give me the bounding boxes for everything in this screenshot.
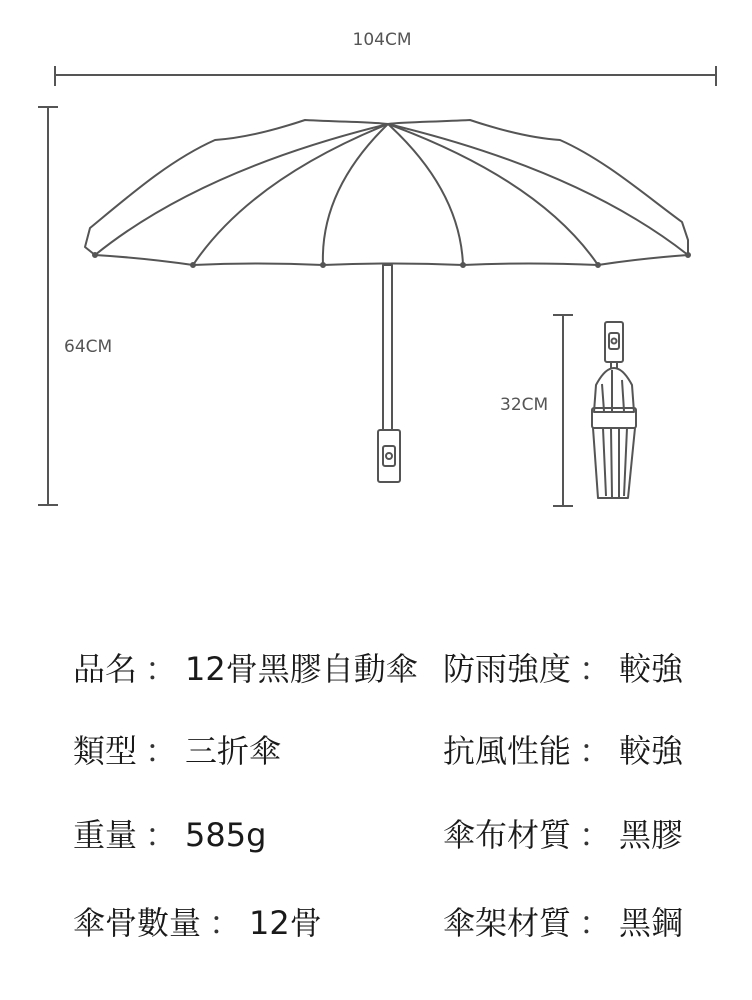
spec-value: 較強	[619, 732, 684, 770]
spec-value: 黑鋼	[619, 904, 684, 942]
folded-height-dimension	[553, 315, 573, 506]
spec-separator: ：	[145, 732, 178, 770]
spec-label: 品名	[73, 650, 138, 688]
spec-label: 類型	[73, 732, 138, 770]
spec-rain-resistance	[443, 649, 683, 689]
spec-value: 較強	[619, 650, 684, 688]
spec-label: 傘骨數量	[73, 904, 202, 942]
spec-value: 585g	[185, 816, 267, 854]
spec-frame-material	[443, 903, 683, 943]
spec-value: 12骨黑膠自動傘	[185, 650, 418, 688]
height-label: 64CM	[64, 337, 113, 357]
spec-label: 抗風性能	[443, 732, 572, 770]
spec-separator: ：	[579, 904, 612, 942]
spec-label: 傘布材質	[443, 816, 572, 854]
spec-type	[73, 731, 281, 771]
spec-value: 三折傘	[185, 732, 282, 770]
height-dimension	[38, 107, 58, 505]
spec-separator: ：	[145, 650, 178, 688]
spec-product-name	[73, 649, 418, 689]
spec-label: 重量	[73, 816, 138, 854]
spec-value: 黑膠	[619, 816, 684, 854]
spec-wind-resistance	[443, 731, 683, 771]
spec-separator: ：	[209, 904, 242, 942]
folded-height-label: 32CM	[500, 395, 549, 415]
folded-umbrella-illustration	[592, 322, 636, 498]
spec-label: 傘架材質	[443, 904, 572, 942]
spec-label: 防雨強度	[443, 650, 572, 688]
spec-separator: ：	[579, 650, 612, 688]
width-dimension	[55, 66, 716, 86]
spec-separator: ：	[579, 816, 612, 854]
width-label: 104CM	[352, 30, 412, 50]
spec-value: 12骨	[249, 904, 322, 942]
spec-weight	[73, 815, 266, 855]
spec-fabric-material	[443, 815, 683, 855]
spec-rib-count	[73, 903, 322, 943]
spec-separator: ：	[145, 816, 178, 854]
spec-separator: ：	[579, 732, 612, 770]
